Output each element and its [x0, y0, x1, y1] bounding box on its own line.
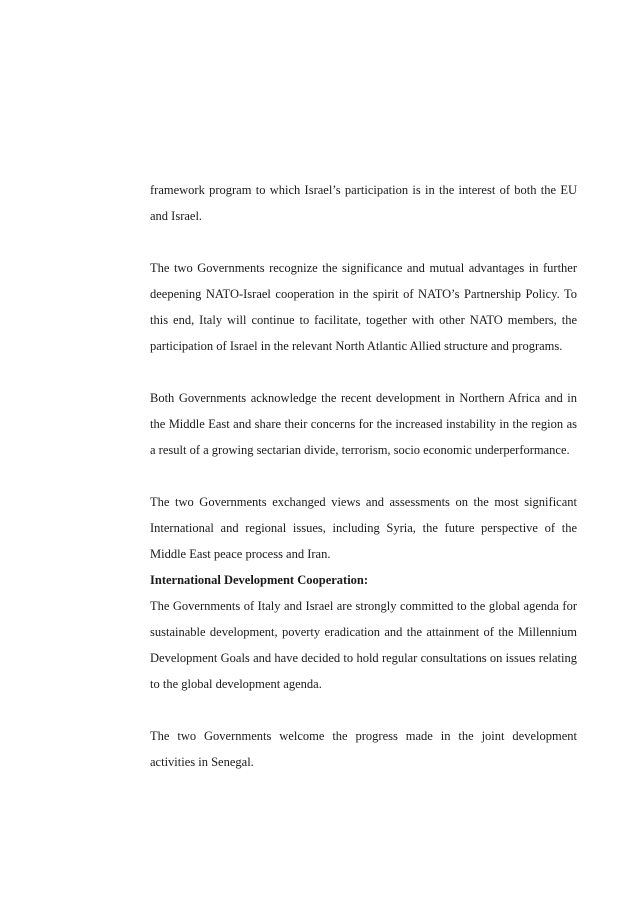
paragraph-senegal: The two Governments welcome the progress made in the joint development activities in Senegal. [150, 729, 577, 769]
section-heading-development-cooperation: International Development Cooperation: [150, 573, 369, 587]
paragraph-regional-development: Both Governments acknowledge the recent development in Northern Africa and in the Middle East and share their concerns for the increased instability in the region as a result of a growing sectarian divide, terrorism, socio economic underperformance. [150, 391, 577, 457]
paragraph-views-exchange: The two Governments exchanged views and assessments on the most significant International and regional issues, including Syria, the future perspective of the Middle East peace process and Iran. [150, 495, 577, 561]
paragraph-eu-framework: framework program to which Israel’s participation is in the interest of both the EU and Israel. [150, 183, 577, 223]
paragraph-nato-cooperation: The two Governments recognize the significance and mutual advantages in further deepening NATO-Israel cooperation in the spirit of NATO’s Partnership Policy. To this end, Italy will continue to facilitate, together with other NATO members, the participation of Israel in the relevant North Atlantic Allied structure and programs. [150, 261, 577, 353]
page-body [150, 177, 577, 775]
paragraph-global-agenda: The Governments of Italy and Israel are strongly committed to the global agenda for sustainable development, poverty eradication and the attainment of the Millennium Development Goals and have decided to hold regular consultations on issues relating to the global development agenda. [150, 599, 577, 691]
